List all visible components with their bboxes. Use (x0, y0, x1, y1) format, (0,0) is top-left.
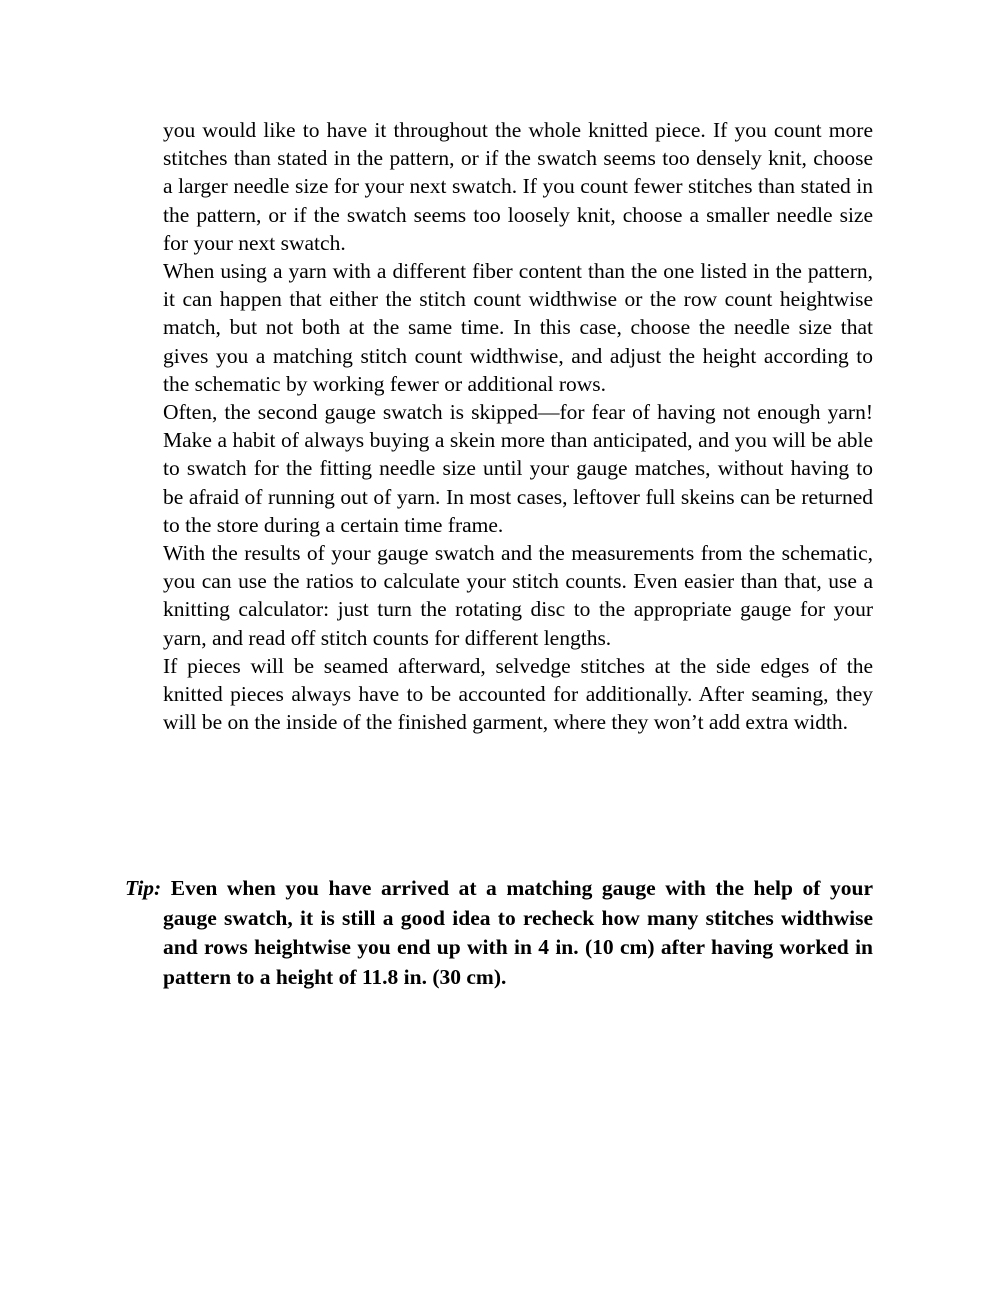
paragraph-selvedge-stitches: If pieces will be seamed afterward, selvedge stitches at the side edges of the knitted pieces always have to be accounted for additionally. After seaming, they will be on the inside of the finished garment, where they won’t add extra width. (163, 653, 873, 735)
body-text (163, 116, 873, 736)
tip-text: Even when you have arrived at a matching gauge with the help of your gauge swatch, it is still a good idea to recheck how many stitches widthwise and rows heightwise you end up with in 4 in. (10 cm) after having worked in pattern to a height of 11.8 in. (30 cm). (163, 876, 873, 989)
paragraph-second-swatch: Often, the second gauge swatch is skipped—for fear of having not enough yarn! Make a habit of always buying a skein more than anticipated, and you will be able to swatch for the fitting needle size until your gauge matches, without having to be afraid of running out of yarn. In most cases, leftover full skeins can be returned to the store during a certain time frame. (163, 400, 873, 537)
tip-label: Tip: (125, 876, 162, 900)
paragraph-knitting-calculator: With the results of your gauge swatch and the measurements from the schematic, you can use the ratios to calculate your stitch counts. Even easier than that, use a knitting calculator: just turn the rotating disc to the appropriate gauge for your yarn, and read off stitch counts for different lengths. (163, 541, 873, 650)
tip-box (125, 874, 873, 992)
paragraph-gauge-needle-size: you would like to have it throughout the whole knitted piece. If you count more stitches than stated in the pattern, or if the swatch seems too densely knit, choose a larger needle size for your next swatch. If you count fewer stitches than stated in the pattern, or if the swatch seems too loosely knit, choose a smaller needle size for your next swatch. (163, 118, 873, 255)
paragraph-fiber-content: When using a yarn with a different fiber content than the one listed in the pattern, it can happen that either the stitch count widthwise or the row count heightwise match, but not both at the same time. In this case, choose the needle size that gives you a matching stitch count widthwise, and adjust the height according to the schematic by working fewer or additional rows. (163, 259, 873, 396)
